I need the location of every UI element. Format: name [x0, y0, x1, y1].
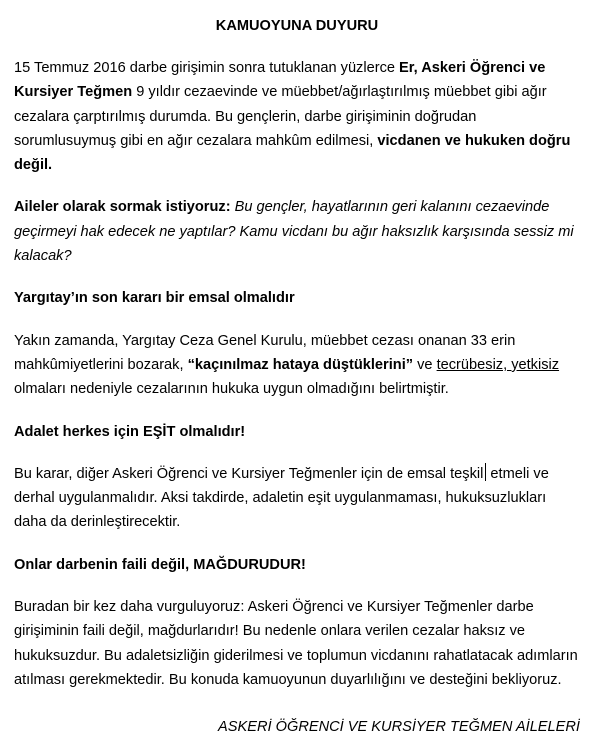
signature: ASKERİ ÖĞRENCİ VE KURSİYER TEĞMEN AİLELERİ [218, 719, 580, 735]
heading-adalet [14, 420, 580, 444]
intro-bold-2: vicdanen ve hukuken doğru değil. [14, 132, 571, 174]
yargitay-text-1: Yakın zamanda, Yargıtay Ceza Genel Kurulu, müebbet cezası onanan 33 erin mahkûmiyetlerini bozarak, [14, 332, 516, 373]
heading-adalet-text: Adalet herkes için EŞİT olmalıdır! [14, 423, 246, 440]
intro-text-1: 15 Temmuz 2016 darbe girişimin sonra tutuklanan yüzlerce [14, 60, 400, 76]
heading-yargitay-text: Yargıtay’ın son kararı bir emsal olmalıdır [14, 290, 295, 307]
yargitay-underlined: tecrübesiz, yetkisiz [436, 356, 560, 373]
paragraph-closing [14, 595, 580, 692]
question-text: Bu gençler, hayatlarının geri kalanını cezaevinde geçirmeyi hak edecek ne yaptılar? Kamu vicdanı bu ağır haksızlık karşısında sessiz mi kalacak? [14, 199, 574, 265]
heading-magdur-text: Onlar darbenin faili değil, MAĞDURUDUR! [14, 556, 306, 573]
document-body [14, 14, 580, 710]
heading-magdur [14, 553, 580, 577]
heading-yargitay [14, 286, 580, 310]
intro-text-2: 9 yıldır cezaevinde ve müebbet/ağırlaştırılmış müebbet gibi ağır cezalara çarptırılmış durumda. Bu gençlerin, darbe girişiminin doğrudan sorumlusuymuş gibi en ağır cezalara mahkûm edilmesi, [14, 84, 547, 149]
closing-text: Buradan bir kez daha vurguluyoruz: Askeri Öğrenci ve Kursiyer Teğmenler darbe girişiminin faili değil, mağdurlarıdır! Bu nedenle onlara verilen cezalar haksız ve hukuksuzdur. Bu adaletsizliğin giderilmesi ve toplumun vicdanını rahatlatacak adımların atılması gerekmektedir. Bu konuda kamuoyunun duyarlılığını ve desteğini bekliyoruz. [14, 599, 578, 688]
question-lead: Aileler olarak sormak istiyoruz: [14, 199, 231, 216]
yargitay-text-3: olmaları nedeniyle cezalarının hukuka uygun olmadığını belirtmiştir. [14, 381, 449, 398]
paragraph-yargitay [14, 329, 580, 402]
yargitay-bold: “kaçınılmaz hataya düştüklerini” [187, 356, 414, 373]
adalet-text-1: Bu karar, diğer Askeri Öğrenci ve Kursiyer Teğmenler için de emsal teşkil [14, 465, 484, 482]
paragraph-question [14, 195, 580, 268]
paragraph-intro [14, 56, 580, 177]
intro-bold-1: Er, Askeri Öğrenci ve Kursiyer Teğmen [14, 60, 546, 101]
document-title: KAMUOYUNA DUYURU [215, 18, 379, 34]
paragraph-adalet [14, 462, 580, 535]
adalet-text-2: etmeli ve derhal uygulanmalıdır. Aksi takdirde, adaletin eşit uygulanmaması, hukuksuzlukları daha da derinleştirecektir. [14, 465, 549, 531]
yargitay-text-2: ve [413, 356, 437, 373]
